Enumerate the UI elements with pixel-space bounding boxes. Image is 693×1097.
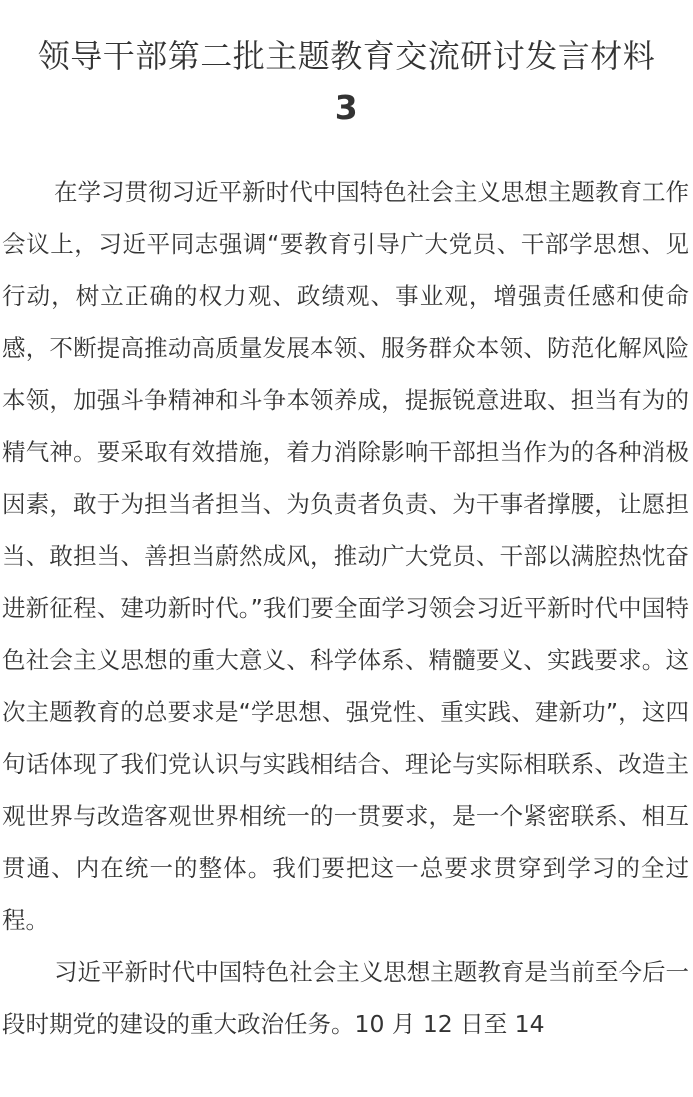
- body-paragraph-2: 习近平新时代中国特色社会主义思想主题教育是当前至今后一段时期党的建设的重大政治任务。10 月 12 日至 14: [2, 958, 689, 1038]
- document-title: [0, 0, 693, 134]
- body-paragraph-1: 在学习贯彻习近平新时代中国特色社会主义思想主题教育工作会议上，习近平同志强调“要教育引导广大党员、干部学思想、见行动，树立正确的权力观、政绩观、事业观，增强责任感和使命感，不断提高推动高质量发展本领、服务群众本领、防范化解风险本领，加强斗争精神和斗争本领养成，提振锐意进取、担当有为的精气神。要采取有效措施，着力消除影响干部担当作为的各种消极因素，敢于为担当者担当、为负责者负责、为干事者撑腰，让愿担当、敢担当、善担当蔚然成风，推动广大党员、干部以满腔热忱奋进新征程、建功新时代。”我们要全面学习领会习近平新时代中国特色社会主义思想的重大意义、科学体系、精髓要义、实践要求。这次主题教育的总要求是“学思想、强党性、重实践、建新功”，这四句话体现了我们党认识与实践相结合、理论与实际相联系、改造主观世界与改造客观世界相统一的一贯要求，是一个紧密联系、相互贯通、内在统一的整体。我们要把这一总要求贯穿到学习的全过程。: [2, 178, 689, 934]
- title-number: 3: [334, 88, 359, 127]
- title-text: 领导干部第二批主题教育交流研讨发言材料: [37, 37, 656, 75]
